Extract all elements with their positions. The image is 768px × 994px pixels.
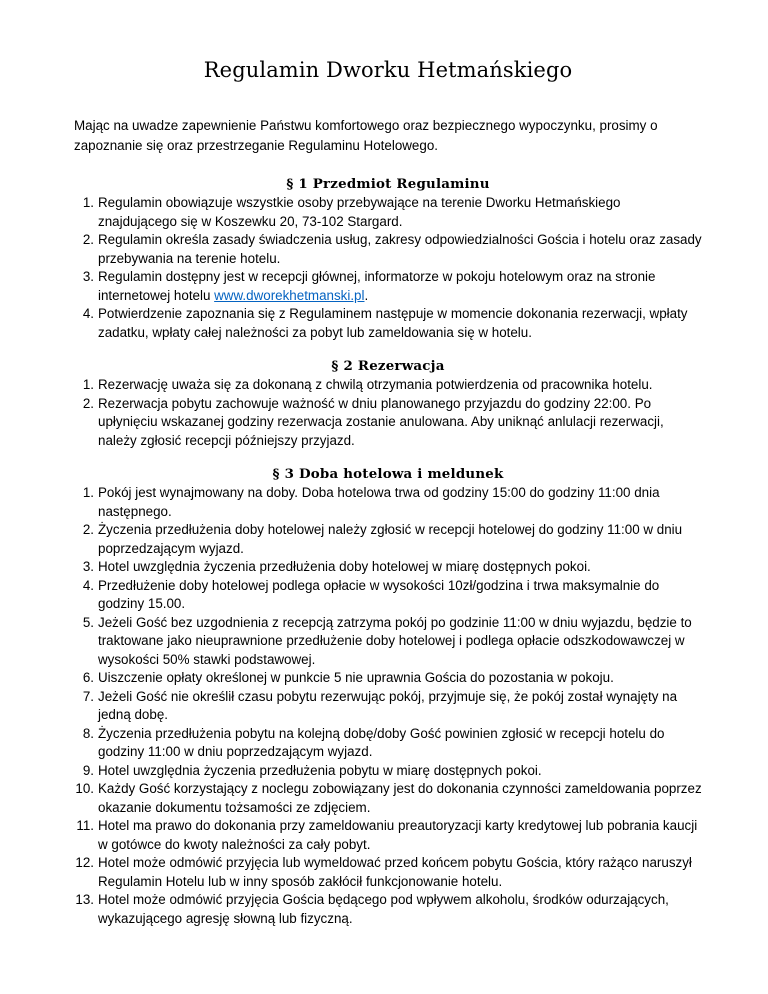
list-item: 4. Potwierdzenie zapoznania się z Regulaminem następuje w momencie dokonania rezerwacji, wpłaty zadatku, wpłaty całej należności za pobyt lub zameldowania się w hotelu. — [82, 306, 688, 340]
section-1 — [74, 174, 702, 342]
list-item: 2. Życzenia przedłużenia doby hotelowej należy zgłosić w recepcji hotelowej do godziny 11:00 w dniu poprzedzającym wyjazd. — [82, 522, 683, 556]
list-item: 1. Regulamin obowiązuje wszystkie osoby przebywające na terenie Dworku Hetmańskiego znajdującego się w Koszewku 20, 73-102 Stargard. — [82, 195, 621, 229]
list-item: 7. Jeżeli Gość nie określił czasu pobytu rezerwując pokój, przyjmuje się, że pokój został wynajęty na jedną dobę. — [82, 688, 678, 722]
list-item: 2. Rezerwacja pobytu zachowuje ważność w dniu planowanego przyjazdu do godziny 22:00. Po upłynięciu wskazanej godziny rezerwacja zostanie anulowana. Aby uniknąć anlulacji rezerwacji, należy zgłosić recepcji późniejszy przyjazd. — [82, 395, 664, 448]
section-heading: § 1 Przedmiot Regulaminu — [286, 176, 490, 192]
section-2 — [74, 356, 702, 450]
list-item: 4. Przedłużenie doby hotelowej podlega opłacie w wysokości 10zł/godzina i trwa maksymalnie do godziny 15.00. — [82, 577, 660, 611]
list-item: 8. Życzenia przedłużenia pobytu na kolejną dobę/doby Gość powinien zgłosić w recepcji hotelu do godziny 11:00 w dniu poprzedzającym wyjazd. — [82, 725, 665, 759]
list-item: 5. Jeżeli Gość bez uzgodnienia z recepcją zatrzyma pokój po godzinie 11:00 w dniu wyjazdu, będzie to traktowane jako nieuprawnione przedłużenie doby hotelowej i podlega opłacie odszkodowawczej w wysokości 50% stawki podstawowej. — [82, 614, 692, 667]
list-item: 1. Pokój jest wynajmowany na doby. Doba hotelowa trwa od godziny 15:00 do godziny 11:00 dnia następnego. — [82, 485, 660, 519]
list-item: 6. Uiszczenie opłaty określonej w punkcie 5 nie uprawnia Gościa do pozostania w pokoju. — [82, 670, 614, 685]
section-heading: § 3 Doba hotelowa i meldunek — [272, 466, 504, 482]
list-item: 1. Rezerwację uważa się za dokonaną z chwilą otrzymania potwierdzenia od pracownika hotelu. — [82, 377, 653, 392]
list-item: 11. Hotel ma prawo do dokonania przy zameldowaniu preautoryzacji karty kredytowej lub pobrania kaucji w gotówce do kwoty należności za cały pobyt. — [76, 818, 698, 852]
section-list — [74, 376, 702, 450]
page-title: Regulamin Dworku Hetmańskiego — [203, 58, 573, 82]
list-item: 10. Każdy Gość korzystający z noclegu zobowiązany jest do dokonania czynności zameldowania poprzez okazanie dokumentu tożsamości ze zdjęciem. — [75, 781, 702, 815]
section-list — [74, 484, 702, 928]
intro-paragraph: Mając na uwadze zapewnienie Państwu komfortowego oraz bezpiecznego wypoczynku, prosimy o zapoznanie się oraz przestrzeganie Regulaminu Hotelowego. — [74, 118, 658, 153]
section-heading: § 2 Rezerwacja — [331, 358, 445, 374]
list-item: 2. Regulamin określa zasady świadczenia usług, zakresy odpowiedzialności Gościa i hotelu oraz zasady przebywania na terenie hotelu. — [82, 232, 702, 266]
hotel-website-link[interactable]: www.dworekhetmanski.pl — [214, 287, 365, 303]
list-item: 9. Hotel uwzględnia życzenia przedłużenia pobytu w miarę dostępnych pokoi. — [82, 762, 542, 778]
list-item: 12. Hotel może odmówić przyjęcia lub wymeldować przed końcem pobytu Gościa, który rażąco naruszył Regulamin Hotelu lub w inny sposób zakłócił funkcjonowanie hotelu. — [75, 855, 692, 889]
list-item: 13. Hotel może odmówić przyjęcia Gościa będącego pod wpływem alkoholu, środków odurzających, wykazującego agresję słowną lub fizyczną. — [75, 892, 669, 926]
list-item: 3. Hotel uwzględnia życzenia przedłużenia doby hotelowej w miarę dostępnych pokoi. — [82, 559, 591, 574]
list-item: 3. Regulamin dostępny jest w recepcji głównej, informatorze w pokoju hotelowym oraz na stronie internetowej hotelu www.dworekhetmanski.pl. — [82, 269, 656, 303]
section-list — [74, 194, 702, 342]
section-3 — [74, 464, 702, 928]
